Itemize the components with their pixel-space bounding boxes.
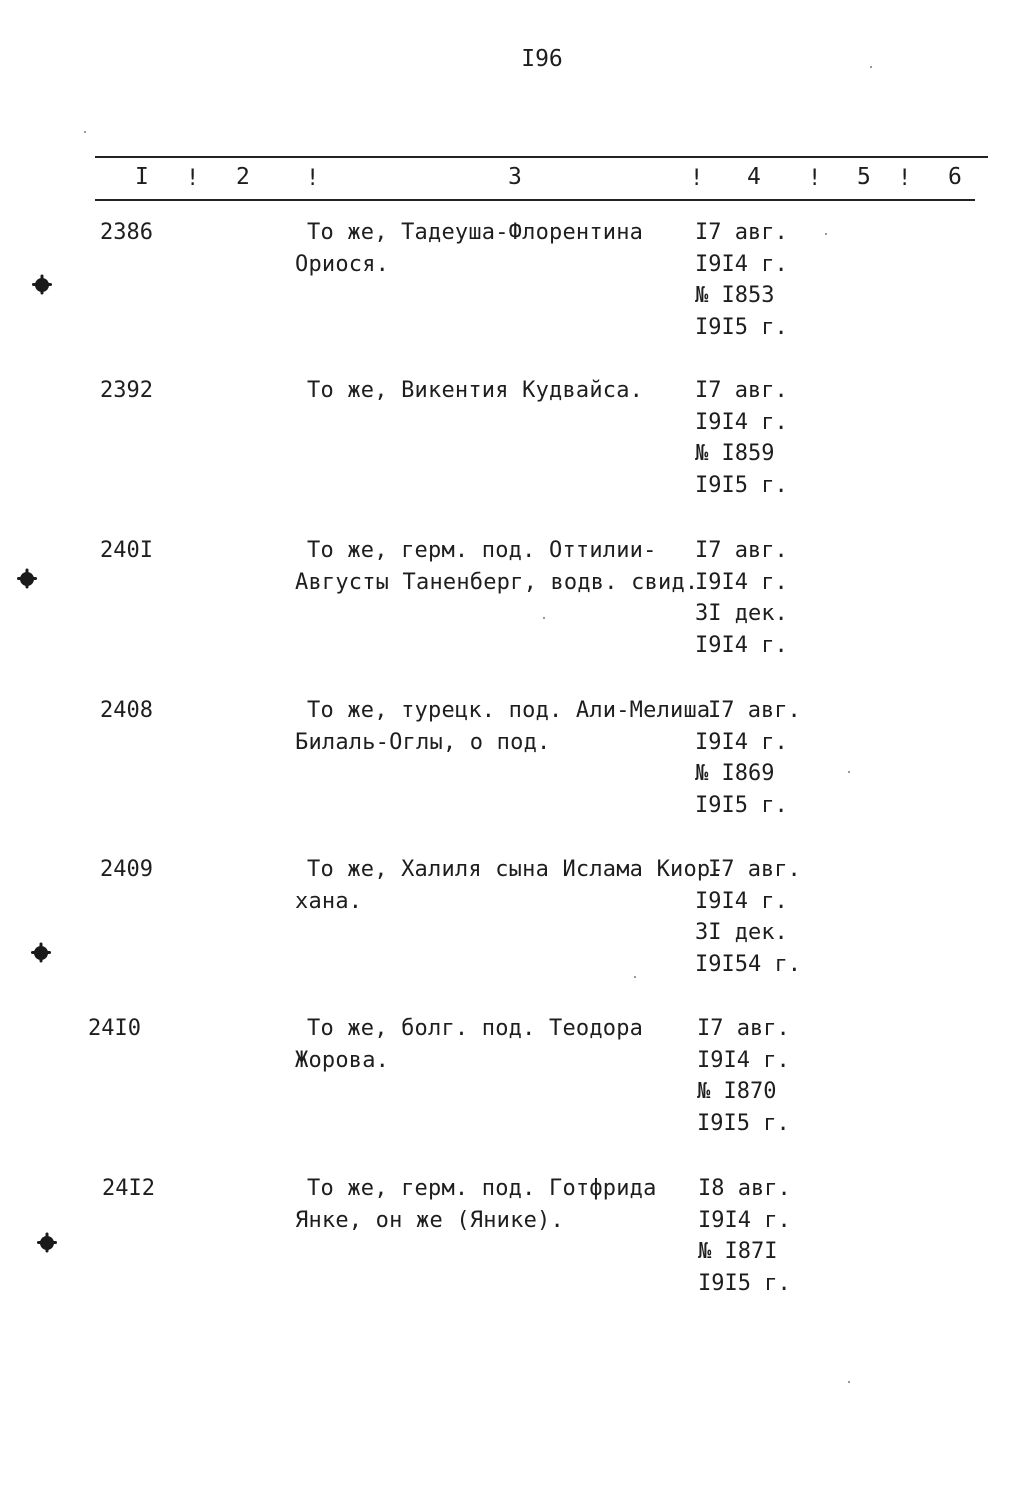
entry-text-line: Жорова.: [295, 1048, 390, 1073]
entry-date-line: I7 авг.: [695, 220, 788, 245]
entry-text-line: Янке, он же (Янике).: [295, 1208, 564, 1233]
entry-date-line: № I87I: [698, 1239, 778, 1264]
entry-date-line: № I870: [697, 1079, 777, 1104]
header-col-5: 5: [857, 164, 871, 190]
table-header-rule: [95, 199, 975, 201]
entry-date-line: 3I дек.: [695, 920, 788, 945]
entry-date-line: I9I4 г.: [695, 252, 788, 277]
entry-text-line: Августы Таненберг, водв. свид.: [295, 570, 699, 595]
header-separator: !: [690, 166, 704, 191]
scan-speck: [870, 66, 872, 68]
entry-text-line: То же, герм. под. Оттилии-: [307, 538, 657, 563]
entry-date-line: I9I4 г.: [695, 570, 788, 595]
entry-number: 2408: [100, 698, 153, 723]
entry-date-line: I9I5 г.: [695, 793, 788, 818]
scan-speck: [848, 771, 850, 773]
entry-text-line: Ориося.: [295, 252, 390, 277]
entry-date-line: I9I4 г.: [695, 730, 788, 755]
entry-text-line: То же, турецк. под. Али-Мелиша: [307, 698, 711, 723]
punch-hole-mark: [40, 1236, 54, 1250]
entry-date-line: I9I54 г.: [695, 952, 801, 977]
table-top-rule: [95, 156, 988, 158]
punch-hole-mark: [35, 278, 49, 292]
entry-text-line: То же, Тадеуша-Флорентина: [307, 220, 644, 245]
entry-date-line: I9I5 г.: [697, 1111, 790, 1136]
table-row: [0, 1016, 1024, 1166]
entry-date-line: 3I дек.: [695, 601, 788, 626]
entry-text-line: Билаль-Оглы, о под.: [295, 730, 551, 755]
table-row: [0, 378, 1024, 528]
table-row: [0, 538, 1024, 688]
entry-date-line: I9I4 г.: [697, 1048, 790, 1073]
scan-speck: [543, 617, 545, 619]
entry-date-line: № I869: [695, 761, 775, 786]
entry-date-line: I7 авг.: [708, 698, 801, 723]
entry-number: 24I0: [88, 1016, 141, 1041]
entry-number: 2409: [100, 857, 153, 882]
table-row: [0, 698, 1024, 848]
entry-text-line: хана.: [295, 889, 363, 914]
header-separator: !: [808, 166, 822, 191]
scan-speck: [634, 976, 636, 978]
header-separator: !: [306, 166, 320, 191]
table-row: [0, 857, 1024, 1007]
entry-number: 240I: [100, 538, 153, 563]
entry-text-line: То же, Викентия Кудвайса.: [307, 378, 644, 403]
entry-date-line: I9I4 г.: [695, 889, 788, 914]
header-separator: !: [186, 166, 200, 191]
entry-date-line: № I859: [695, 441, 775, 466]
table-row: [0, 220, 1024, 370]
scan-speck: [848, 1381, 850, 1383]
header-col-2: 2: [236, 164, 250, 190]
entry-number: 2386: [100, 220, 153, 245]
entry-date-line: I9I4 г.: [695, 633, 788, 658]
entry-date-line: I9I5 г.: [695, 473, 788, 498]
header-col-4: 4: [747, 164, 761, 190]
entry-date-line: I7 авг.: [708, 857, 801, 882]
punch-hole-mark: [34, 946, 48, 960]
header-col-6: 6: [948, 164, 962, 190]
entry-date-line: № I853: [695, 283, 775, 308]
entry-text-line: То же, герм. под. Готфрида: [307, 1176, 657, 1201]
entry-date-line: I7 авг.: [695, 538, 788, 563]
entry-number: 24I2: [102, 1176, 155, 1201]
entry-date-line: I9I4 г.: [695, 410, 788, 435]
entry-date-line: I7 авг.: [697, 1016, 790, 1041]
page-number: I96: [521, 46, 563, 72]
entry-date-line: I7 авг.: [695, 378, 788, 403]
entry-text-line: То же, болг. под. Теодора: [307, 1016, 644, 1041]
punch-hole-mark: [20, 572, 34, 586]
entry-text-line: То же, Халиля сына Ислама Киор-: [307, 857, 724, 882]
header-col-1: I: [135, 164, 149, 190]
entry-date-line: I9I4 г.: [698, 1208, 791, 1233]
entry-date-line: I9I5 г.: [698, 1271, 791, 1296]
entry-date-line: I8 авг.: [698, 1176, 791, 1201]
scan-speck: [84, 131, 86, 133]
entry-date-line: I9I5 г.: [695, 315, 788, 340]
scan-speck: [825, 233, 827, 235]
header-separator: !: [898, 166, 912, 191]
header-col-3: 3: [508, 164, 522, 190]
entry-number: 2392: [100, 378, 153, 403]
table-row: [0, 1176, 1024, 1326]
